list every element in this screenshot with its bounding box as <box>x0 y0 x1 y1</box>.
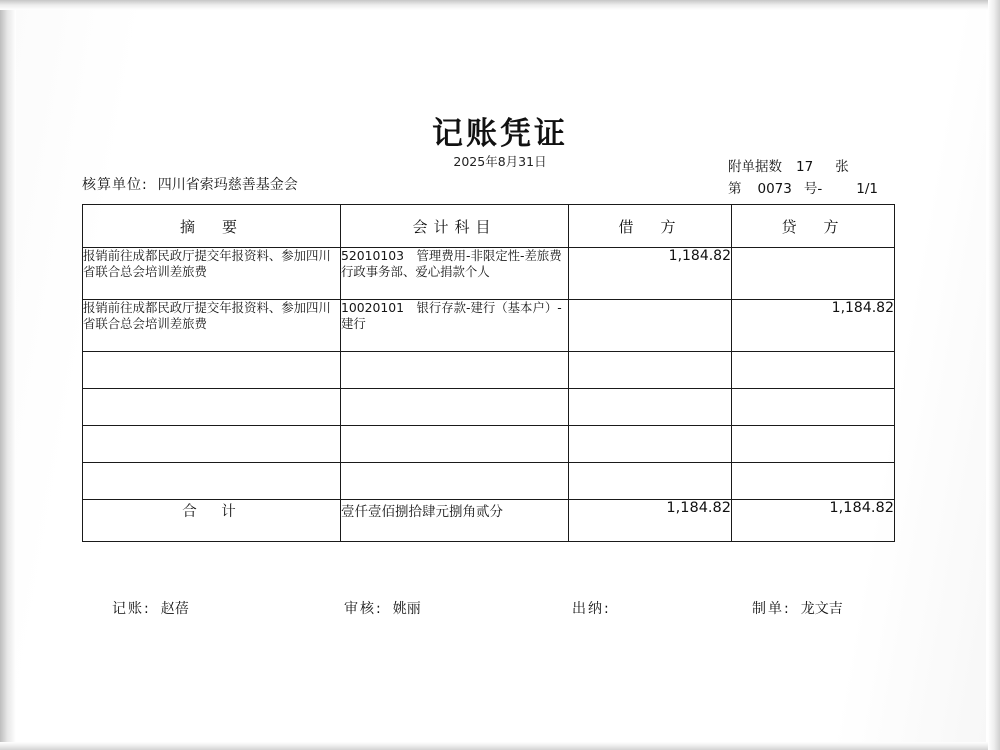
voucher-number-suffix: 号- <box>803 181 823 197</box>
bookkeeper-label: 记账: <box>112 601 151 617</box>
auditor-field <box>344 598 421 618</box>
table-row <box>83 426 895 463</box>
voucher-table <box>82 204 895 542</box>
cell-subject <box>341 389 569 426</box>
total-credit: 1,184.82 <box>732 500 895 542</box>
cell-credit <box>732 463 895 500</box>
accounting-unit-label: 核算单位: <box>82 177 148 193</box>
cell-debit <box>569 426 732 463</box>
preparer-label: 制单: <box>752 601 791 617</box>
document-title: 记账凭证 <box>432 116 568 152</box>
cell-debit: 1,184.82 <box>569 248 732 300</box>
bookkeeper-field <box>112 598 189 618</box>
cell-debit <box>569 463 732 500</box>
cell-abstract <box>83 426 341 463</box>
table-row <box>83 352 895 389</box>
cell-subject <box>341 352 569 389</box>
cashier-label: 出纳: <box>572 601 611 617</box>
cell-subject: 10020101 银行存款-建行（基本户）-建行 <box>341 300 569 352</box>
cell-abstract <box>83 389 341 426</box>
cell-credit <box>732 352 895 389</box>
header-subject: 会计科目 <box>341 205 569 248</box>
cell-debit <box>569 389 732 426</box>
page-edge-shadow-top <box>0 0 1000 10</box>
cell-subject <box>341 426 569 463</box>
table-row <box>83 389 895 426</box>
cashier-field <box>572 598 621 618</box>
header-credit: 贷 方 <box>732 205 895 248</box>
total-debit: 1,184.82 <box>569 500 732 542</box>
document-date: 2025年8月31日 <box>453 154 547 169</box>
cell-abstract <box>83 352 341 389</box>
cell-debit <box>569 300 732 352</box>
attachment-label: 附单据数 <box>728 159 782 175</box>
preparer-value: 龙文吉 <box>800 601 843 617</box>
voucher-number-value: 0073 <box>757 181 792 197</box>
cell-credit <box>732 426 895 463</box>
cell-credit: 1,184.82 <box>732 300 895 352</box>
cell-abstract: 报销前往成都民政厅提交年报资料、参加四川省联合总会培训差旅费 <box>83 300 341 352</box>
cell-subject <box>341 463 569 500</box>
signature-row <box>82 598 894 620</box>
header-abstract: 摘 要 <box>83 205 341 248</box>
table-header-row <box>83 205 895 248</box>
auditor-value: 姚丽 <box>392 601 421 617</box>
total-label: 合 计 <box>83 500 341 542</box>
table-row <box>83 300 895 352</box>
cell-debit <box>569 352 732 389</box>
attachment-count: 17 <box>796 159 814 175</box>
preparer-field <box>752 598 843 618</box>
attachment-info <box>728 155 849 175</box>
auditor-label: 审核: <box>344 601 383 617</box>
cell-abstract <box>83 463 341 500</box>
bookkeeper-value: 赵蓓 <box>160 601 189 617</box>
page-edge-shadow-bottom <box>0 742 1000 750</box>
cell-credit <box>732 389 895 426</box>
cell-credit <box>732 248 895 300</box>
table-row <box>83 463 895 500</box>
voucher-number-label: 第 <box>728 181 742 197</box>
accounting-unit-value: 四川省索玛慈善基金会 <box>157 177 298 193</box>
voucher-number-info <box>728 177 878 197</box>
total-amount-in-words: 壹仟壹佰捌拾肆元捌角贰分 <box>341 500 569 542</box>
table-total-row <box>83 500 895 542</box>
voucher-page-value: 1/1 <box>856 181 878 197</box>
cell-abstract: 报销前往成都民政厅提交年报资料、参加四川省联合总会培训差旅费 <box>83 248 341 300</box>
cell-subject: 52010103 管理费用-非限定性-差旅费 行政事务部、爱心捐款个人 <box>341 248 569 300</box>
header-debit: 借 方 <box>569 205 732 248</box>
table-row <box>83 248 895 300</box>
attachment-unit: 张 <box>835 159 849 175</box>
accounting-unit <box>82 174 298 194</box>
